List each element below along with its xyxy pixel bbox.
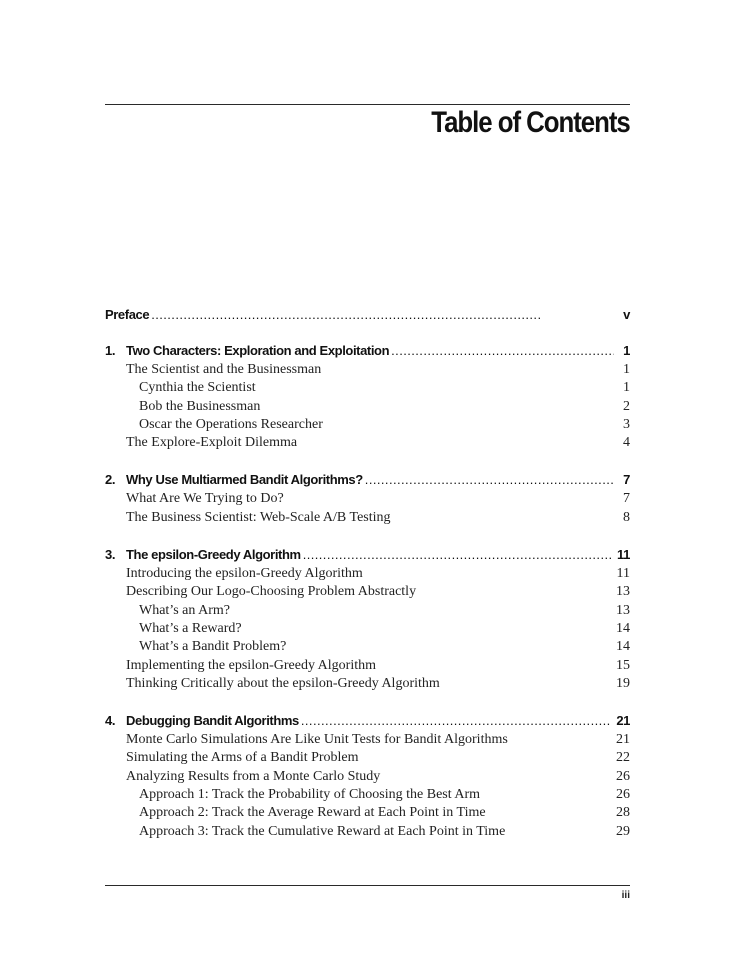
section-title: Implementing the epsilon-Greedy Algorithm: [126, 657, 377, 673]
section-page: 19: [616, 675, 630, 691]
dot-leader: [391, 341, 614, 361]
toc-subsection[interactable]: [105, 602, 630, 620]
toc-subsection[interactable]: [105, 638, 630, 656]
section-title: Approach 1: Track the Probability of Choosing the Best Arm: [139, 787, 481, 803]
toc-section[interactable]: [105, 675, 630, 693]
toc-section[interactable]: [105, 361, 630, 379]
dot-leader: [301, 711, 610, 731]
toc-entry-page: v: [623, 307, 630, 322]
section-title: What’s a Bandit Problem?: [139, 639, 287, 655]
toc-entry-preface[interactable]: [105, 305, 630, 325]
footer-rule: [105, 885, 630, 886]
section-page: 8: [623, 509, 630, 525]
toc-section[interactable]: [105, 434, 630, 452]
dot-leader: [151, 305, 614, 325]
toc-subsection[interactable]: [105, 398, 630, 416]
section-title: Cynthia the Scientist: [139, 380, 256, 396]
section-page: 13: [616, 602, 630, 618]
chapter-title: The epsilon-Greedy Algorithm: [126, 547, 301, 563]
section-page: 3: [623, 416, 630, 432]
section-page: 15: [616, 657, 630, 673]
section-title: What Are We Trying to Do?: [126, 491, 284, 507]
section-page: 13: [616, 584, 630, 600]
toc-subsection[interactable]: [105, 823, 630, 841]
section-title: The Explore-Exploit Dilemma: [126, 435, 298, 451]
chapter-page: 21: [616, 713, 630, 729]
section-title: The Business Scientist: Web-Scale A/B Testing: [126, 509, 391, 525]
toc-entry-label: Preface: [105, 307, 150, 322]
section-title: Introducing the epsilon-Greedy Algorithm: [126, 566, 363, 582]
section-title: Simulating the Arms of a Bandit Problem: [126, 750, 359, 766]
section-title: Analyzing Results from a Monte Carlo Study: [126, 768, 381, 784]
toc-subsection[interactable]: [105, 804, 630, 822]
toc-section[interactable]: [105, 565, 630, 583]
page-title: Table of Contents: [431, 106, 630, 139]
toc-section[interactable]: [105, 490, 630, 508]
header-rule: [105, 104, 630, 105]
section-page: 4: [623, 435, 630, 451]
section-page: 28: [616, 805, 630, 821]
toc-section[interactable]: [105, 657, 630, 675]
chapter-number: 2.: [105, 472, 116, 488]
section-page: 11: [616, 566, 630, 582]
toc-subsection[interactable]: [105, 416, 630, 434]
section-title: Monte Carlo Simulations Are Like Unit Tests for Bandit Algorithms: [126, 732, 508, 748]
dot-leader: [303, 545, 611, 565]
toc-section[interactable]: [105, 583, 630, 601]
toc-chapter-1[interactable]: [105, 341, 630, 361]
chapter-number: 4.: [105, 713, 116, 729]
section-title: Thinking Critically about the epsilon-Greedy Algorithm: [126, 675, 440, 691]
chapter-title: Two Characters: Exploration and Exploitation: [126, 343, 390, 358]
chapter-title: Debugging Bandit Algorithms: [126, 713, 299, 729]
toc-chapter-4[interactable]: [105, 711, 630, 731]
toc-section[interactable]: [105, 731, 630, 749]
toc-section[interactable]: [105, 768, 630, 786]
toc-chapter-2[interactable]: [105, 470, 630, 490]
toc-section[interactable]: [105, 749, 630, 767]
toc-chapter-3[interactable]: [105, 545, 630, 565]
section-page: 22: [616, 750, 630, 766]
chapter-page: 11: [617, 547, 630, 563]
toc-section[interactable]: [105, 509, 630, 527]
section-title: Oscar the Operations Researcher: [139, 416, 323, 432]
toc-subsection[interactable]: [105, 620, 630, 638]
section-title: Describing Our Logo-Choosing Problem Abstractly: [126, 584, 417, 600]
section-page: 26: [616, 787, 630, 803]
toc-list: [105, 305, 630, 841]
section-page: 14: [616, 620, 630, 636]
toc-subsection[interactable]: [105, 379, 630, 397]
section-page: 7: [623, 491, 630, 507]
section-title: Bob the Businessman: [139, 398, 261, 414]
section-title: Approach 2: Track the Average Reward at Each Point in Time: [139, 805, 486, 821]
section-title: Approach 3: Track the Cumulative Reward at Each Point in Time: [139, 823, 506, 839]
section-page: 14: [616, 639, 630, 655]
section-title: What’s an Arm?: [139, 602, 230, 618]
section-page: 1: [623, 380, 630, 396]
section-page: 2: [623, 398, 630, 414]
section-title: The Scientist and the Businessman: [126, 362, 322, 377]
section-page: 21: [616, 732, 630, 748]
chapter-page: 7: [623, 472, 630, 488]
dot-leader: [365, 470, 614, 490]
chapter-number: 3.: [105, 547, 116, 563]
section-page: 29: [616, 823, 630, 839]
chapter-title: Why Use Multiarmed Bandit Algorithms?: [126, 472, 363, 488]
section-page: 1: [623, 362, 630, 377]
chapter-page: 1: [623, 343, 630, 358]
section-title: What’s a Reward?: [139, 620, 242, 636]
page-number: iii: [621, 890, 630, 901]
toc-subsection[interactable]: [105, 786, 630, 804]
chapter-number: 1.: [105, 343, 116, 358]
section-page: 26: [616, 768, 630, 784]
